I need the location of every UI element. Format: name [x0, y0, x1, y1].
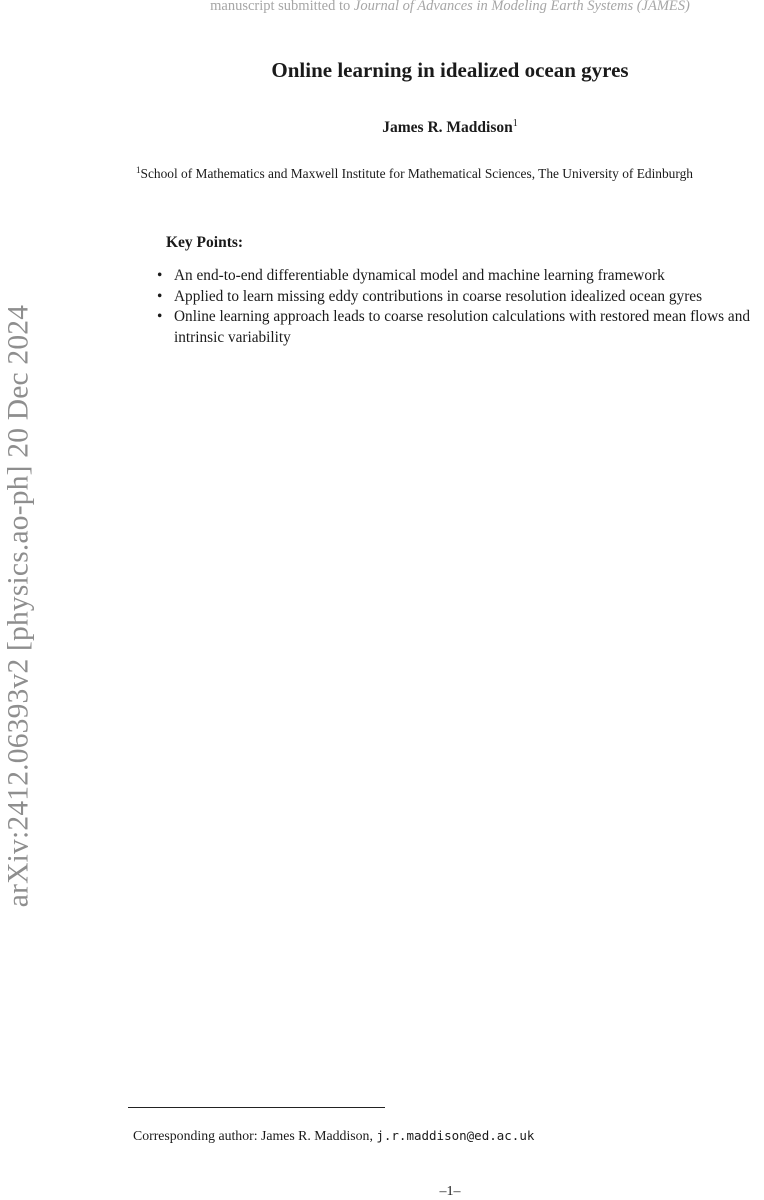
- corresponding-author-footnote: [133, 1128, 534, 1144]
- key-point-text: Applied to learn missing eddy contributions in coarse resolution idealized ocean gyres: [174, 287, 703, 305]
- bullet-icon: •: [157, 308, 163, 325]
- arxiv-identifier: arXiv:2412.06393v2 [physics.ao-ph] 20 Dec 2024: [2, 304, 35, 908]
- paper-title: Online learning in idealized ocean gyres: [271, 58, 629, 82]
- affiliation: [136, 165, 764, 182]
- bullet-icon: •: [157, 267, 163, 284]
- author-name: James R. Maddison: [382, 119, 513, 136]
- journal-name: Journal of Advances in Modeling Earth Systems (JAMES): [353, 0, 690, 14]
- footnote-label: Corresponding author: James R. Maddison,: [133, 1128, 377, 1143]
- arxiv-stamp: [4, 260, 34, 952]
- author-line: [136, 118, 764, 137]
- running-header: [0, 0, 764, 15]
- key-points-heading: Key Points:: [166, 234, 244, 251]
- key-point-item: [155, 307, 764, 348]
- author-affiliation-marker: 1: [512, 118, 518, 129]
- key-point-text: An end-to-end differentiable dynamical model and machine learning framework: [174, 267, 665, 284]
- key-points-list: [155, 266, 764, 348]
- running-header-prefix: manuscript submitted to: [210, 0, 354, 14]
- affiliation-text: School of Mathematics and Maxwell Institute for Mathematical Sciences, The University of Edinburgh: [140, 166, 693, 181]
- footnote-divider: [128, 1107, 385, 1108]
- page-number: –1–: [439, 1184, 461, 1199]
- bullet-icon: •: [157, 287, 163, 305]
- key-point-text: Online learning approach leads to coarse resolution calculations with restored mean flows and intrinsic variability: [174, 308, 750, 346]
- email-link[interactable]: j.r.maddison@ed.ac.uk: [376, 1128, 535, 1143]
- key-point-item: [155, 287, 764, 308]
- key-point-item: [155, 266, 764, 287]
- affiliation-marker: 1: [136, 165, 141, 175]
